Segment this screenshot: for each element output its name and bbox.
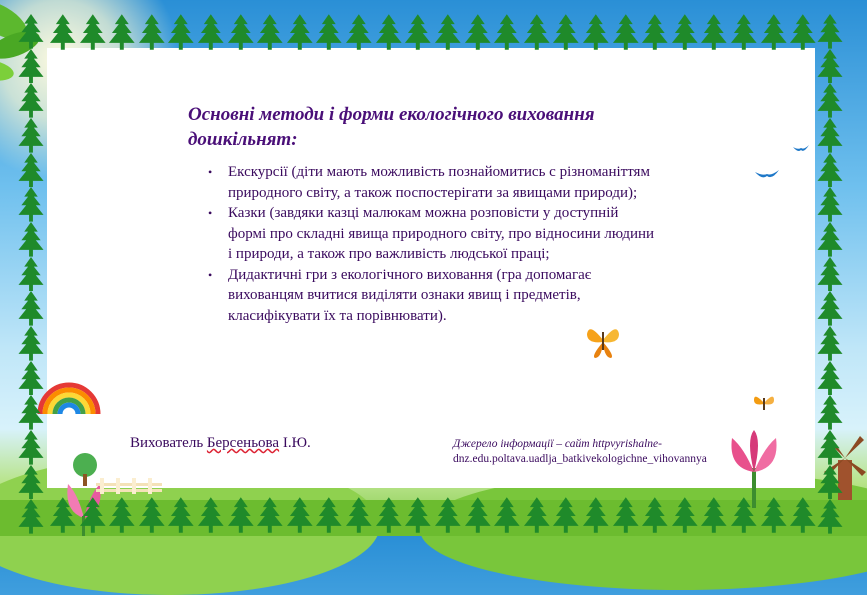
fir-tree-icon [611, 14, 641, 50]
fir-tree-icon [16, 14, 46, 49]
source-link[interactable]: dnz.edu.poltava.uadlja_batkivekologichne_vihovannya [453, 453, 707, 465]
fir-tree-icon [196, 497, 226, 533]
fir-tree-icon [196, 14, 226, 50]
fir-tree-icon [255, 497, 285, 533]
tree-border-bottom [48, 497, 818, 533]
source-line: Джерело інформації – сайт httpvyrishalne- [453, 438, 662, 450]
fir-tree-icon [815, 361, 845, 396]
fir-tree-icon [522, 14, 552, 50]
fir-tree-icon [759, 497, 789, 533]
fir-tree-icon [16, 395, 46, 430]
bullet-icon: • [208, 165, 213, 179]
fir-tree-icon [226, 14, 256, 50]
fir-tree-icon [285, 497, 315, 533]
bullet-icon: • [208, 267, 213, 282]
fir-tree-icon [815, 222, 845, 257]
fir-tree-icon [815, 465, 845, 500]
fir-tree-icon [640, 497, 670, 533]
list-item [208, 162, 658, 203]
method-text: Казки (завдяки казці малюкам можна розповісти у доступній формі про складні явища природного світу, про відносини людини і природи, а також про важливість людської праці; [228, 205, 655, 262]
methods-list [188, 162, 658, 326]
fir-tree-icon [815, 395, 845, 430]
fir-tree-icon [226, 497, 256, 533]
fir-tree-icon [344, 497, 374, 533]
fir-tree-icon [581, 497, 611, 533]
fir-tree-icon [492, 497, 522, 533]
fir-tree-icon [403, 497, 433, 533]
fir-tree-icon [137, 14, 167, 50]
fir-tree-icon [16, 153, 46, 188]
fir-tree-icon [16, 430, 46, 465]
fir-tree-icon [137, 497, 167, 533]
bird-icon [754, 168, 780, 184]
fence-icon [96, 478, 162, 494]
fir-tree-icon [815, 291, 845, 326]
fir-tree-icon [581, 14, 611, 50]
teacher-name: Берсеньова [206, 435, 280, 451]
fir-tree-icon [759, 14, 789, 50]
method-text: Екскурсії (діти мають можливість познайомитись с різноманіттям природного світу, а також поспостерігати за явищами природи); [228, 164, 650, 201]
fir-tree-icon [463, 497, 493, 533]
fir-tree-icon [374, 14, 404, 50]
fir-tree-icon [522, 497, 552, 533]
source-note [453, 437, 743, 467]
bullet-icon: • [208, 206, 213, 220]
teacher-prefix: Вихователь [130, 435, 207, 451]
fir-tree-icon [670, 14, 700, 50]
fir-tree-icon [611, 497, 641, 533]
fir-tree-icon [815, 14, 845, 49]
fir-tree-icon [16, 326, 46, 361]
fir-tree-icon [815, 49, 845, 84]
fir-tree-icon [107, 497, 137, 533]
fir-tree-icon [16, 291, 46, 326]
fir-tree-icon [815, 118, 845, 153]
fir-tree-icon [463, 14, 493, 50]
method-text: Дидактичні гри з екологічного виховання (гра допомагає вихованцям вчитися виділяти ознаки явищ і предметів, класифікувати їх та порівнювати). [228, 266, 592, 324]
fir-tree-icon [48, 497, 78, 533]
fir-tree-icon [285, 14, 315, 50]
fir-tree-icon [699, 14, 729, 50]
fir-tree-icon [788, 497, 818, 533]
fir-tree-icon [16, 465, 46, 500]
list-item [208, 265, 658, 327]
fir-tree-icon [107, 14, 137, 50]
fir-tree-icon [433, 497, 463, 533]
fir-tree-icon [16, 118, 46, 153]
fir-tree-icon [403, 14, 433, 50]
fir-tree-icon [729, 497, 759, 533]
fir-tree-icon [815, 499, 845, 534]
fir-tree-icon [78, 14, 108, 50]
fir-tree-icon [16, 257, 46, 292]
fir-tree-icon [815, 430, 845, 465]
fir-tree-icon [255, 14, 285, 50]
tree-border-left [16, 14, 46, 534]
fir-tree-icon [16, 222, 46, 257]
fir-tree-icon [16, 83, 46, 118]
fir-tree-icon [78, 497, 108, 533]
fir-tree-icon [815, 326, 845, 361]
fir-tree-icon [699, 497, 729, 533]
teacher-signature [130, 435, 311, 452]
slide-content [188, 102, 658, 326]
fir-tree-icon [16, 361, 46, 396]
fir-tree-icon [670, 497, 700, 533]
fir-tree-icon [166, 497, 196, 533]
fir-tree-icon [815, 187, 845, 222]
tree-border-right [815, 14, 845, 534]
bird-icon [792, 144, 810, 156]
fir-tree-icon [815, 257, 845, 292]
list-item [208, 203, 658, 265]
fir-tree-icon [815, 153, 845, 188]
fir-tree-icon [374, 497, 404, 533]
fir-tree-icon [551, 497, 581, 533]
fir-tree-icon [16, 499, 46, 534]
fir-tree-icon [48, 14, 78, 50]
fir-tree-icon [788, 14, 818, 50]
fir-tree-icon [492, 14, 522, 50]
fir-tree-icon [344, 14, 374, 50]
fir-tree-icon [16, 187, 46, 222]
fir-tree-icon [551, 14, 581, 50]
fir-tree-icon [729, 14, 759, 50]
fir-tree-icon [166, 14, 196, 50]
fir-tree-icon [640, 14, 670, 50]
fir-tree-icon [815, 83, 845, 118]
fir-tree-icon [314, 497, 344, 533]
slide-heading: Основні методи і форми екологічного виховання дошкільнят: [188, 104, 595, 150]
butterfly-icon [585, 320, 621, 360]
fir-tree-icon [433, 14, 463, 50]
teacher-initials: І.Ю. [279, 435, 311, 451]
tree-border-top [48, 14, 818, 50]
fir-tree-icon [314, 14, 344, 50]
fir-tree-icon [16, 49, 46, 84]
butterfly-icon [752, 392, 776, 414]
